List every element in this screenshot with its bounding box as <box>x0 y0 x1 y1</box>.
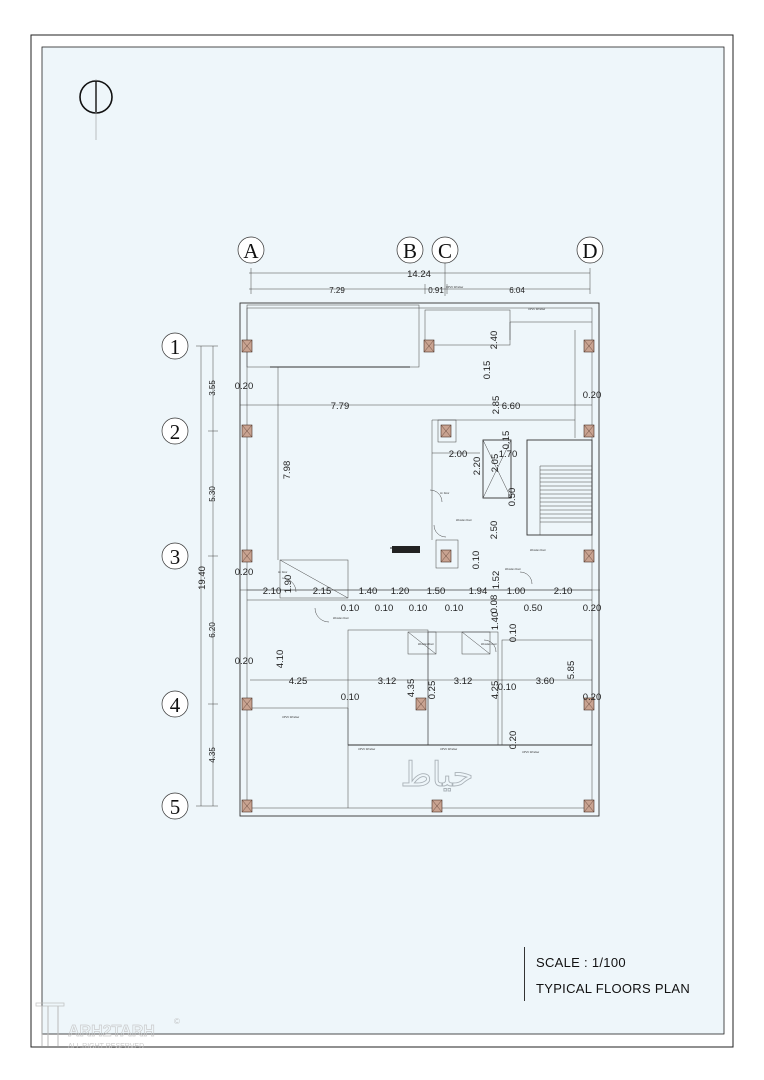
dim-label: 1.52 <box>491 570 502 590</box>
axis-label-3: 3 <box>169 545 181 569</box>
title-block-divider <box>524 947 525 1001</box>
dim-label: 4.25 <box>490 680 501 700</box>
dim-label: 2.10 <box>262 586 282 597</box>
dim-label: 1.50 <box>426 586 446 597</box>
dim-width-1: 7.29 <box>329 286 345 295</box>
dim-label: 7.98 <box>282 460 293 480</box>
axis-bubble-4 <box>162 691 188 717</box>
door-tag: Al. Door <box>440 492 450 495</box>
dim-label: 0.10 <box>340 692 360 703</box>
dim-label: 0.20 <box>234 567 254 578</box>
dim-label: 0.10 <box>408 603 428 614</box>
inner-frame <box>42 47 724 1034</box>
dim-label: 0.10 <box>508 623 519 643</box>
dim-label: 5.85 <box>566 660 577 680</box>
axis-label-b: B <box>402 239 418 263</box>
dim-label: 1.00 <box>506 586 526 597</box>
dim-label: 1.40 <box>358 586 378 597</box>
column <box>242 340 252 352</box>
column <box>441 425 451 437</box>
dim-label: 0.10 <box>444 603 464 614</box>
column <box>584 550 594 562</box>
dim-depth-4: 4.35 <box>208 747 217 763</box>
dim-overall-width: 14.24 <box>407 269 431 280</box>
dim-label: 3.12 <box>377 676 397 687</box>
logo-tagline: ALL RIGHT RESERVED <box>68 1043 145 1050</box>
axis-label-4: 4 <box>169 693 181 717</box>
window-tag: UPVC Window <box>282 716 300 719</box>
dim-width-2: 0.91 <box>428 286 444 295</box>
dim-label: 2.50 <box>489 520 500 540</box>
dim-label: 2.05 <box>490 453 501 473</box>
axis-label-2: 2 <box>169 420 181 444</box>
window-tag: UPVC Window <box>528 308 546 311</box>
wooden-door-tag: Wooden Door <box>418 643 434 646</box>
axis-bubble-c <box>432 237 458 263</box>
window-tag: UPVC Window <box>440 748 458 751</box>
dim-label: 0.10 <box>374 603 394 614</box>
dim-label: 0.20 <box>582 390 602 401</box>
column <box>242 550 252 562</box>
axis-label-5: 5 <box>169 795 181 819</box>
axis-label-a: A <box>243 239 259 263</box>
courtyard-label: حياط <box>400 756 474 794</box>
column <box>441 550 451 562</box>
axis-bubble-5 <box>162 793 188 819</box>
dim-label: 1.94 <box>468 586 488 597</box>
dim-label: 4.10 <box>275 649 286 669</box>
axis-bubble-1 <box>162 333 188 359</box>
dim-label: 1.90 <box>283 574 294 594</box>
dim-label: 0.50 <box>507 487 518 507</box>
dim-label: 0.20 <box>508 730 519 750</box>
dim-label: 2.40 <box>489 330 500 350</box>
dim-label: 0.20 <box>582 603 602 614</box>
dim-label: 3.12 <box>453 676 473 687</box>
dim-width-3: 6.04 <box>509 286 525 295</box>
dim-label: 1.20 <box>390 586 410 597</box>
dim-label: 1.40 <box>490 611 501 631</box>
dim-label: 0.20 <box>234 656 254 667</box>
logo-brand-text: ARH2TARH <box>68 1023 155 1040</box>
dim-label: 0.10 <box>471 550 482 570</box>
dim-label: 4.25 <box>288 676 308 687</box>
dim-depth-1: 3.55 <box>208 380 217 396</box>
dim-label: 7.79 <box>330 401 350 412</box>
axis-label-1: 1 <box>169 335 181 359</box>
dim-label: 2.00 <box>448 449 468 460</box>
wooden-door-tag: Wooden Door <box>333 617 349 620</box>
axis-bubble-d <box>577 237 603 263</box>
wooden-door-tag: Wooden Door <box>481 643 497 646</box>
window-tag: UPVC Window <box>358 748 376 751</box>
column <box>416 698 426 710</box>
axis-label-d: D <box>582 239 598 263</box>
column <box>242 800 252 812</box>
wooden-door-tag: Wooden Door <box>456 519 472 522</box>
window-tag: UPVC Window <box>522 751 540 754</box>
axis-bubble-a <box>238 237 264 263</box>
wooden-door-tag: Wooden Door <box>505 568 521 571</box>
axis-label-c: C <box>437 239 453 263</box>
column <box>242 425 252 437</box>
dim-depth-3: 6.20 <box>208 622 217 638</box>
column <box>584 425 594 437</box>
dim-label: 6.60 <box>501 401 521 412</box>
column <box>432 800 442 812</box>
plan-title: TYPICAL FLOORS PLAN <box>536 981 691 996</box>
axis-bubble-b <box>397 237 423 263</box>
dim-overall-depth: 19.40 <box>197 566 208 590</box>
dim-label: 3.60 <box>535 676 555 687</box>
dim-label: 1.70 <box>498 449 518 460</box>
column <box>584 340 594 352</box>
column <box>242 698 252 710</box>
dim-label: 0.15 <box>482 360 493 380</box>
dim-label: 0.10 <box>497 682 517 693</box>
dim-label: 0.10 <box>340 603 360 614</box>
dim-label: 2.15 <box>312 586 332 597</box>
dim-label: 0.25 <box>427 680 438 700</box>
dim-label: 0.50 <box>523 603 543 614</box>
axis-bubble-2 <box>162 418 188 444</box>
dim-label: 0.15 <box>501 430 512 450</box>
window-tag: UPVC Window <box>446 286 464 289</box>
column <box>424 340 434 352</box>
dim-label: 0.20 <box>234 381 254 392</box>
column <box>584 800 594 812</box>
dim-label: 0.20 <box>582 692 602 703</box>
dim-label: 2.85 <box>491 395 502 415</box>
door-tag: Al. Door <box>278 571 288 574</box>
dim-depth-2: 5.30 <box>208 486 217 502</box>
logo-mark: © <box>174 1017 180 1026</box>
dim-label: 4.35 <box>406 678 417 698</box>
axis-bubble-3 <box>162 543 188 569</box>
scale-label: SCALE : 1/100 <box>536 955 626 970</box>
dim-label: 0.08 <box>489 594 500 614</box>
dim-label: 2.20 <box>472 456 483 476</box>
wooden-door-tag: Wooden Door <box>530 549 546 552</box>
dim-label: 2.10 <box>553 586 573 597</box>
